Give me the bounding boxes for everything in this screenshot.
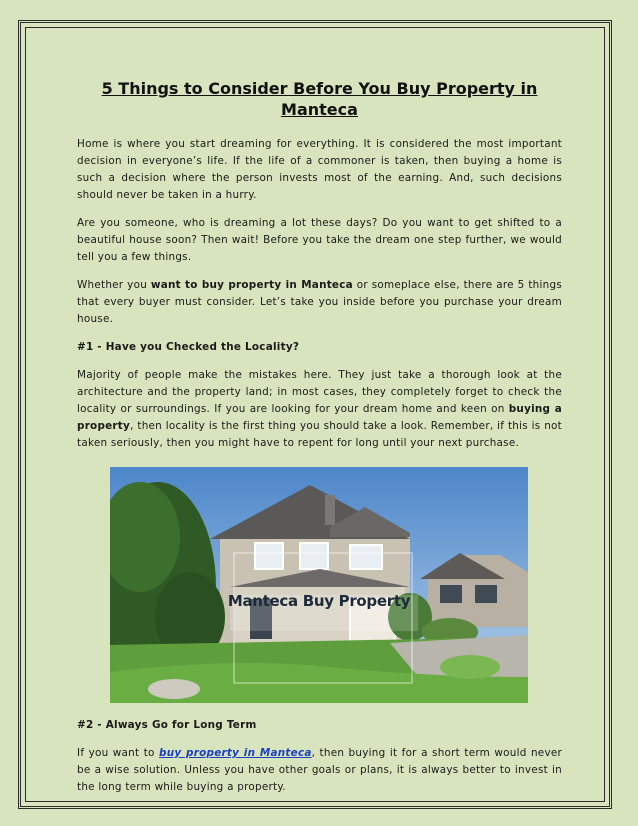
house-photo: [110, 467, 528, 703]
section-heading-1: #1 - Have you Checked the Locality?: [77, 341, 300, 353]
second-paragraph: Are you someone, who is dreaming a lot these days? Do you want to get shifted to a beautiful house soon? Then wait! Before you take the dream one step further, we would tell you a few things.: [77, 217, 562, 263]
image-caption-overlay: Manteca Buy Property: [227, 592, 411, 610]
locality-paragraph: [77, 367, 562, 452]
third-paragraph: [77, 277, 562, 328]
third-paragraph-text-a: Whether you: [77, 279, 151, 291]
section-heading-2: #2 - Always Go for Long Term: [77, 719, 257, 731]
document-title: 5 Things to Consider Before You Buy Property in Manteca: [101, 79, 538, 119]
locality-bold: buying a property: [77, 403, 562, 432]
locality-text-b: , then locality is the first thing you should take a look. Remember, if this is not taken seriously, then you might have to repent for long until your next purchase.: [77, 420, 562, 449]
locality-text-a: Majority of people make the mistakes here. They just take a thorough look at the architecture and the property land; in most cases, they completely forget to check the locality or surroundings. If you are looking for your dream home and keen on: [77, 369, 562, 415]
document-body: [77, 78, 562, 807]
long-term-text-b: , then buying it for a short term would never be a wise solution. Unless you have other goals or plans, it is always better to invest in the long term while buying a property.: [77, 747, 563, 793]
long-term-text-a: If you want to: [77, 747, 160, 759]
buy-property-link[interactable]: buy property in Manteca: [159, 747, 312, 759]
intro-paragraph: Home is where you start dreaming for everything. It is considered the most important decision in everyone’s life. If the life of a commoner is taken, then buying a home is such a decision where the person invests most of the earning. And, such decisions should never be taken in a hurry.: [77, 138, 562, 201]
long-term-paragraph: [77, 745, 562, 796]
house-illustration: [110, 467, 528, 703]
third-paragraph-text-b: or someplace else, there are 5 things that every buyer must consider. Let’s take you inside before you purchase your dream house.: [77, 279, 562, 325]
third-paragraph-bold: want to buy property in Manteca: [150, 279, 353, 291]
